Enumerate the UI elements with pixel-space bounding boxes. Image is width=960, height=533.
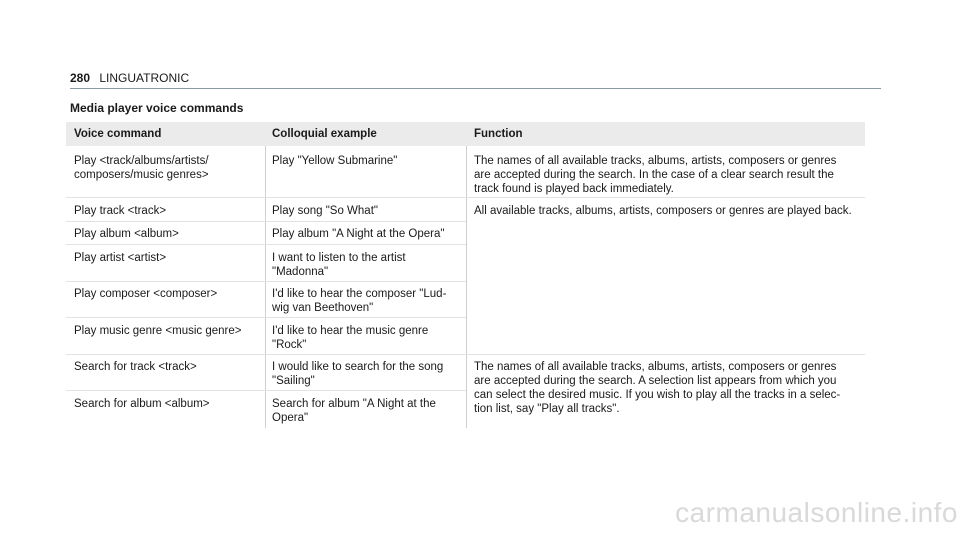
col-header-voice-command: Voice command — [74, 128, 162, 140]
section-title: Media player voice commands — [70, 101, 244, 115]
row-divider — [466, 354, 865, 355]
watermark: carmanualsonline.info — [675, 497, 958, 528]
row-divider — [466, 197, 865, 198]
table-header — [66, 122, 865, 146]
row-divider — [66, 317, 466, 318]
page-number: 280 — [70, 71, 91, 85]
cell-command: Play artist <artist> — [74, 252, 167, 264]
column-divider — [466, 146, 467, 428]
row-divider — [66, 244, 466, 245]
cell-command: Play track <track> — [74, 205, 167, 217]
section-name: LINGUATRONIC — [99, 71, 190, 85]
cell-example: I want to listen to the artist "Madonna" — [272, 252, 406, 278]
cell-example: Play album "A Night at the Opera" — [272, 228, 445, 240]
page-header — [70, 71, 189, 85]
row-divider — [66, 221, 466, 222]
cell-command: Search for album <album> — [74, 398, 210, 410]
row-divider — [66, 281, 466, 282]
cell-command: Play <track/albums/artists/ composers/music genres> — [74, 155, 209, 181]
row-divider — [66, 354, 466, 355]
col-header-colloquial-example: Colloquial example — [272, 128, 377, 140]
commands-table — [66, 122, 865, 428]
cell-command: Play album <album> — [74, 228, 179, 240]
column-divider — [265, 146, 266, 428]
header-rule — [70, 88, 881, 89]
cell-example: I'd like to hear the composer "Lud- wig van Beethoven" — [272, 288, 447, 314]
cell-example: Play song "So What" — [272, 205, 378, 217]
cell-command: Play music genre <music genre> — [74, 325, 242, 337]
cell-example: Search for album "A Night at the Opera" — [272, 398, 436, 424]
col-header-function: Function — [474, 128, 523, 140]
cell-function: The names of all available tracks, albums, artists, composers or genres are accepted during the search. In the case of a clear search result the track found is played back immediately. — [474, 155, 837, 195]
cell-example: Play "Yellow Submarine" — [272, 155, 398, 167]
cell-example: I would like to search for the song "Sailing" — [272, 361, 444, 387]
row-divider — [66, 197, 466, 198]
cell-function: The names of all available tracks, albums, artists, composers or genres are accepted during the search. A selection list appears from which you can select the desired music. If you wish to play all the tracks in a selec- tion list, say "Play all tracks". — [474, 361, 841, 415]
cell-command: Play composer <composer> — [74, 288, 218, 300]
cell-example: I'd like to hear the music genre "Rock" — [272, 325, 429, 351]
cell-function: All available tracks, albums, artists, composers or genres are played back. — [474, 205, 852, 217]
cell-command: Search for track <track> — [74, 361, 197, 373]
row-divider — [66, 390, 466, 391]
